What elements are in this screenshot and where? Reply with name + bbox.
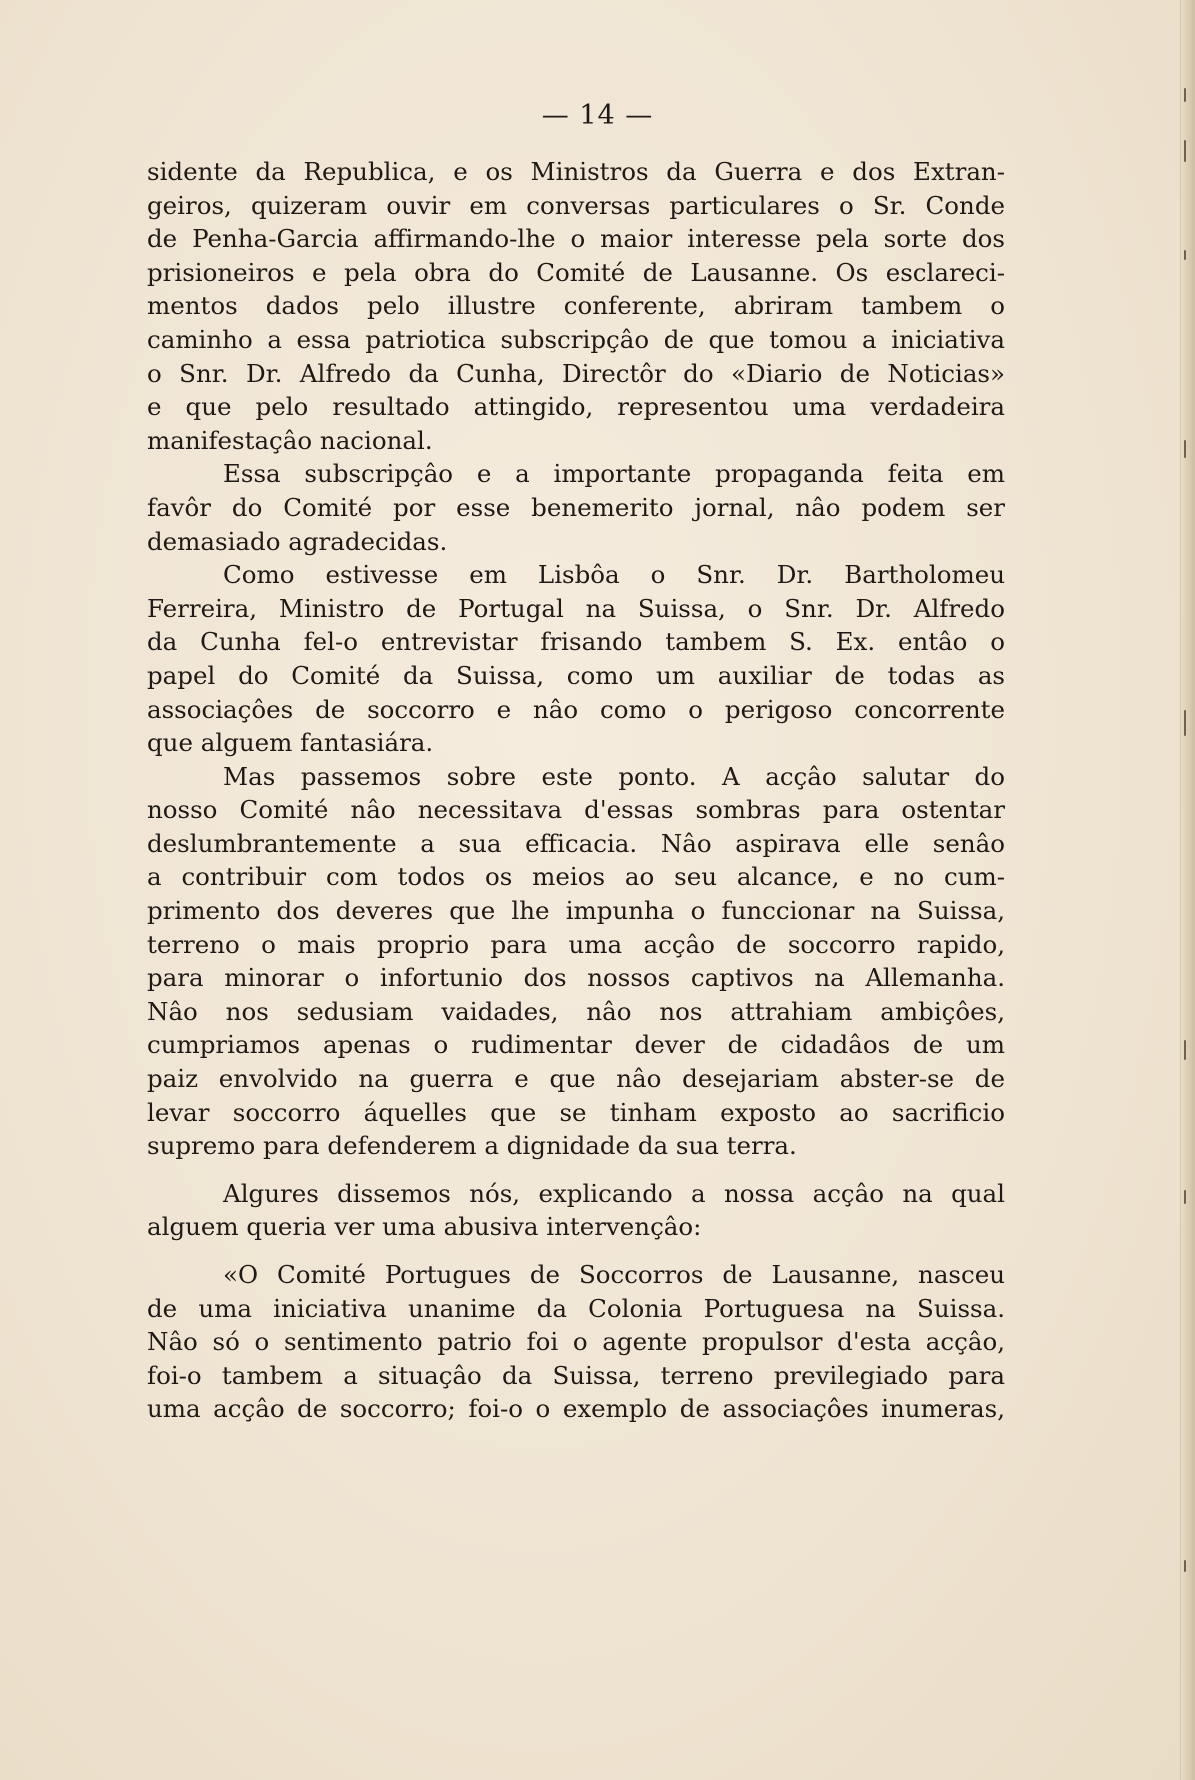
text-line: que alguem fantasiára. (147, 728, 434, 758)
page-edge (1180, 0, 1195, 1780)
edge-mark (1184, 1040, 1186, 1060)
text-line: geiros, quizeram ouvir em conversas particulares o Sr. Conde (147, 190, 1005, 220)
text-line: e que pelo resultado attingido, representou uma verdadeira (147, 392, 1005, 422)
text-line: levar soccorro áquelles que se tinham exposto ao sacrificio (147, 1097, 1005, 1127)
text-line: alguem queria ver uma abusiva intervençâo: (147, 1212, 702, 1242)
text-line: mentos dados pelo illustre conferente, abriram tambem o (147, 291, 1005, 321)
text-line: favôr do Comité por esse benemerito jornal, nâo podem ser (147, 492, 1005, 522)
text-line: uma acçâo de soccorro; foi-o o exemplo de associaçôes inumeras, (147, 1394, 1005, 1424)
text-line: da Cunha fel-o entrevistar frisando tambem S. Ex. entâo o (147, 627, 1005, 657)
text-line: primento dos deveres que lhe impunha o funccionar na Suissa, (147, 896, 1005, 926)
paragraph (147, 760, 1005, 1163)
text-line: deslumbrantemente a sua efficacia. Nâo aspirava elle senâo (147, 828, 1005, 858)
paragraph-gap (147, 1163, 1005, 1177)
text-line: prisioneiros e pela obra do Comité de Lausanne. Os esclareci- (147, 257, 1005, 287)
text-line: Nâo só o sentimento patrio foi o agente propulsor d'esta acçâo, (147, 1327, 1005, 1357)
body-text (147, 155, 1005, 1426)
text-line: Essa subscripçâo e a importante propaganda feita em (223, 459, 1005, 489)
paragraph (147, 457, 1005, 558)
edge-mark (1184, 440, 1186, 458)
text-line: terreno o mais proprio para uma acçâo de soccorro rapido, (147, 929, 1005, 959)
text-line: de Penha-Garcia affirmando-lhe o maior interesse pela sorte dos (147, 224, 1005, 254)
page-number: — 14 — (541, 100, 654, 131)
text-line: Ferreira, Ministro de Portugal na Suissa, o Snr. Dr. Alfredo (147, 593, 1005, 623)
text-line: nosso Comité nâo necessitava d'essas sombras para ostentar (147, 795, 1005, 825)
text-line: «O Comité Portugues de Soccorros de Lausanne, nasceu (223, 1260, 1005, 1289)
paragraph (147, 155, 1005, 457)
text-line: papel do Comité da Suissa, como um auxiliar de todas as (147, 660, 1005, 690)
text-line: demasiado agradecidas. (147, 526, 448, 556)
edge-mark (1184, 1190, 1186, 1204)
text-line: Como estivesse em Lisbôa o Snr. Dr. Bartholomeu (223, 560, 1005, 590)
text-line: manifestaçâo nacional. (147, 425, 433, 455)
text-line: cumpriamos apenas o rudimentar dever de cidadâos de um (147, 1030, 1005, 1060)
text-line: Mas passemos sobre este ponto. A acçâo salutar do (223, 761, 1005, 791)
edge-mark (1184, 140, 1186, 162)
text-line: supremo para defenderem a dignidade da sua terra. (147, 1131, 797, 1161)
edge-mark (1184, 1560, 1186, 1572)
paragraph (147, 558, 1005, 760)
text-line: sidente da Republica, e os Ministros da Guerra e dos Extran- (147, 157, 1005, 186)
edge-mark (1184, 710, 1186, 736)
paragraph (147, 1258, 1005, 1426)
text-line: a contribuir com todos os meios ao seu alcance, e no cum- (147, 862, 1005, 892)
text-line: associaçôes de soccorro e nâo como o perigoso concorrente (147, 694, 1005, 724)
text-line: caminho a essa patriotica subscripçâo de que tomou a iniciativa (147, 324, 1005, 354)
paragraph-gap (147, 1244, 1005, 1258)
edge-mark (1184, 250, 1186, 260)
text-line: o Snr. Dr. Alfredo da Cunha, Directôr do «Diario de Noticias» (147, 358, 1005, 388)
text-line: paiz envolvido na guerra e que nâo desejariam abster-se de (147, 1064, 1005, 1094)
text-line: Algures dissemos nós, explicando a nossa acçâo na qual (223, 1178, 1005, 1208)
text-line: de uma iniciativa unanime da Colonia Portuguesa na Suissa. (147, 1293, 1005, 1323)
paragraph (147, 1177, 1005, 1244)
text-line: para minorar o infortunio dos nossos captivos na Allemanha. (147, 963, 1005, 993)
text-line: Nâo nos sedusiam vaidades, nâo nos attrahiam ambiçôes, (147, 996, 1005, 1026)
text-line: foi-o tambem a situaçâo da Suissa, terreno previlegiado para (147, 1360, 1005, 1390)
